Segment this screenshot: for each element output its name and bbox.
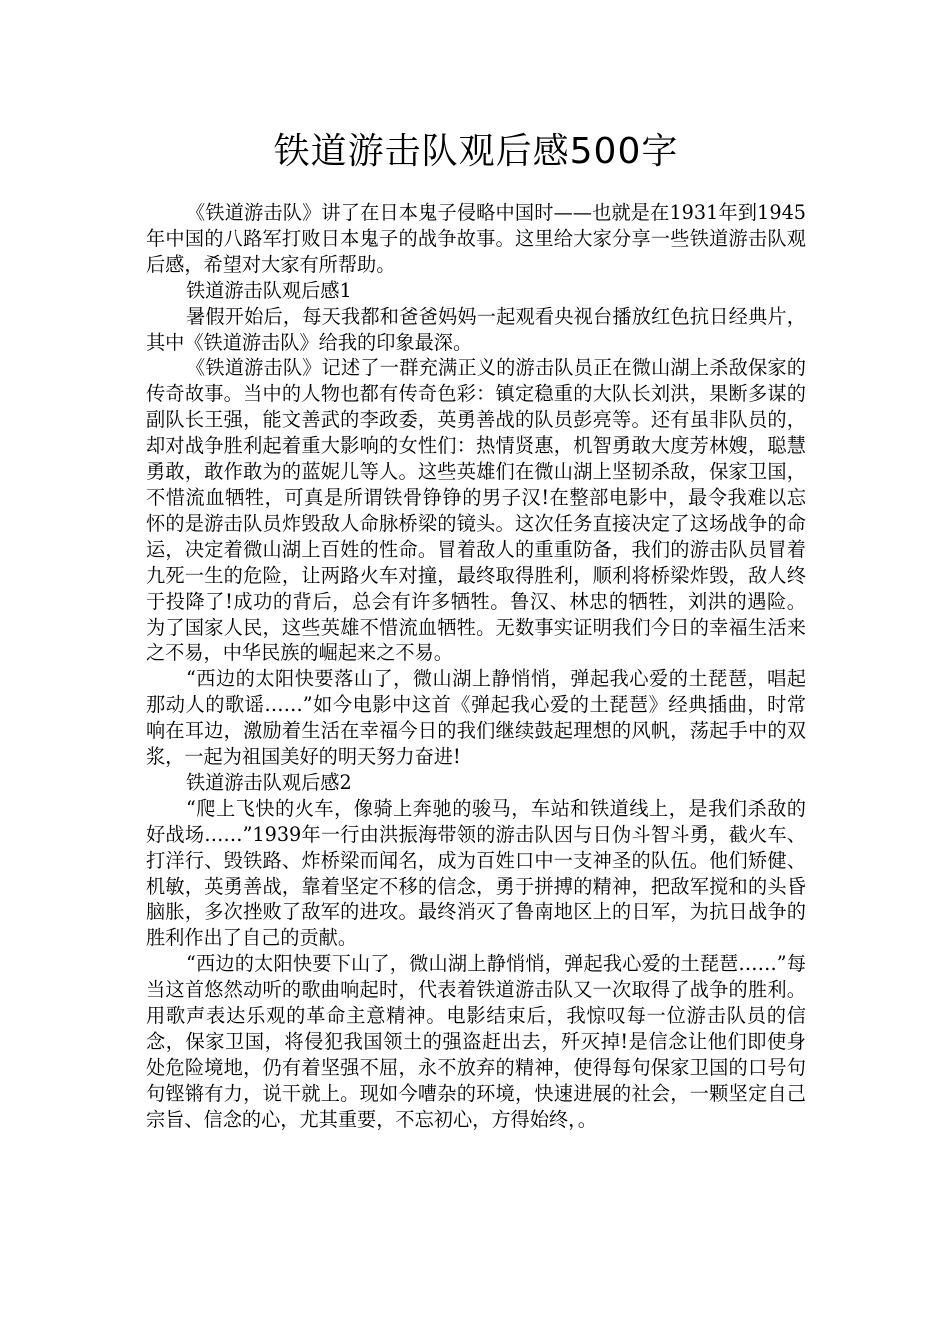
body-paragraph: “西边的太阳快要落山了，微山湖上静悄悄，弹起我心爱的土琵琶，唱起那动人的歌谣……”如今电影中这首《弹起我心爱的土琵琶》经典插曲，时常响在耳边，激励着生活在幸福今日的我们继续鼓起理想的风帆，荡起手中的双浆，一起为祖国美好的明天努力奋进! (146, 667, 806, 769)
section-heading-1: 铁道游击队观后感1 (186, 278, 352, 302)
section-heading-2: 铁道游击队观后感2 (186, 770, 352, 794)
body-paragraph: “爬上飞快的火车，像骑上奔驰的骏马，车站和铁道线上，是我们杀敌的好战场……”1939年一行由洪振海带领的游击队因与日伪斗智斗勇，截火车、打洋行、毁铁路、炸桥梁而闻名，成为百姓口中一支神圣的队伍。他们矫健、机敏，英勇善战，靠着坚定不移的信念，勇于拼搏的精神，把敌军搅和的头昏脑胀，多次挫败了敌军的进攻。最终消灭了鲁南地区上的日军，为抗日战争的胜利作出了自己的贡献。 (146, 796, 806, 950)
document-body (146, 200, 806, 1133)
intro-paragraph: 《铁道游击队》讲了在日本鬼子侵略中国时——也就是在1931年到1945年中国的八路军打败日本鬼子的战争故事。这里给大家分享一些铁道游击队观后感，希望对大家有所帮助。 (146, 201, 806, 276)
document-page (146, 122, 806, 1133)
document-title: 铁道游击队观后感500字 (273, 131, 679, 172)
body-paragraph: 暑假开始后，每天我都和爸爸妈妈一起观看央视台播放红色抗日经典片，其中《铁道游击队》给我的印象最深。 (146, 304, 806, 354)
body-paragraph: “西边的太阳快要下山了，微山湖上静悄悄，弹起我心爱的土琵琶……”每当这首悠然动听的歌曲响起时，代表着铁道游击队又一次取得了战争的胜利。用歌声表达乐观的革命主意精神。电影结束后，我惊叹每一位游击队员的信念，保家卫国，将侵犯我国领土的强盗赶出去，歼灭掉!是信念让他们即使身处危险境地，仍有着坚强不屈，永不放弃的精神，使得每句保家卫国的口号句句铿锵有力，说干就上。现如今嘈杂的环境，快速进展的社会，一颗坚定自己宗旨、信念的心，尤其重要，不忘初心，方得始终，。 (146, 952, 806, 1131)
body-paragraph: 《铁道游击队》记述了一群充满正义的游击队员正在微山湖上杀敌保家的传奇故事。当中的人物也都有传奇色彩：镇定稳重的大队长刘洪，果断多谋的副队长王强，能文善武的李政委，英勇善战的队员彭亮等。还有虽非队员的，却对战争胜利起着重大影响的女性们：热情贤惠，机智勇敢大度芳林嫂，聪慧勇敢，敢作敢为的蓝妮儿等人。这些英雄们在微山湖上坚韧杀敌，保家卫国，不惜流血牺牲，可真是所谓铁骨铮铮的男子汉!在整部电影中，最令我难以忘怀的是游击队员炸毁敌人命脉桥梁的镜头。这次任务直接决定了这场战争的命运，决定着微山湖上百姓的性命。冒着敌人的重重防备，我们的游击队员冒着九死一生的危险，让两路火车对撞，最终取得胜利，顺利将桥梁炸毁，敌人终于投降了!成功的背后，总会有许多牺牲。鲁汉、林忠的牺牲，刘洪的遇险。为了国家人民，这些英雄不惜流血牺牲。无数事实证明我们今日的幸福生活来之不易，中华民族的崛起来之不易。 (146, 356, 806, 665)
